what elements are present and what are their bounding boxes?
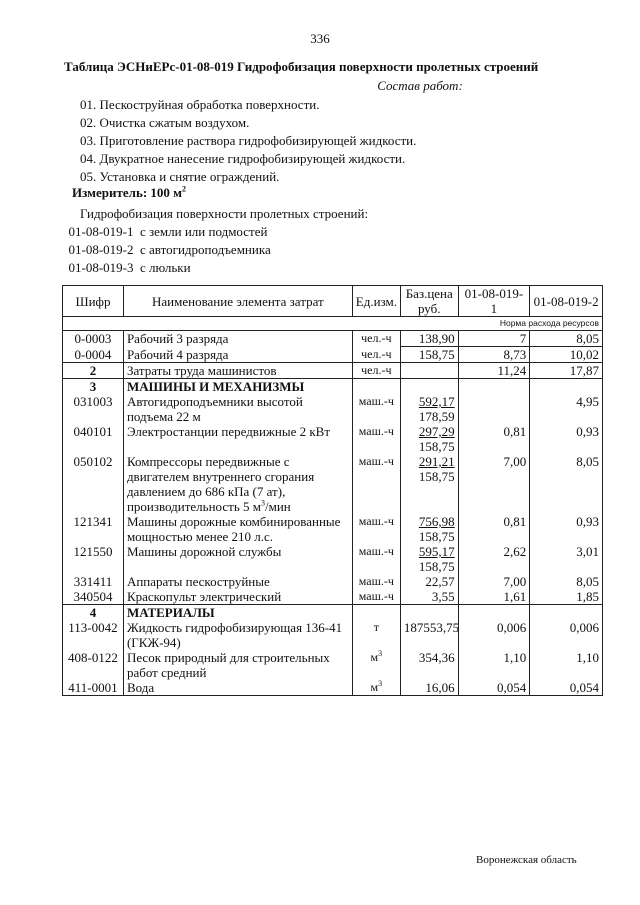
cell-name [123, 424, 352, 454]
cell-variant-1 [458, 379, 530, 395]
work-item: 01. Пескоструйная обработка поверхности. [80, 97, 320, 112]
cell-variant-2: 0,93 [530, 424, 603, 454]
price-value: 291,21 [418, 454, 455, 469]
cell-variant-2: 8,05 [530, 574, 603, 589]
cell-price [400, 620, 458, 650]
cell-unit [352, 394, 400, 424]
header-price: Баз.цена руб. [400, 286, 458, 317]
variant-label: с автогидроподъемника [140, 242, 271, 257]
cell-variant-1: 7,00 [458, 454, 530, 514]
cell-variant-2: 17,87 [530, 363, 603, 379]
work-item: 04. Двукратное нанесение гидрофобизирующей жидкости. [80, 151, 406, 166]
name-text: Жидкость гидрофобизирующая 136-41 (ГКЖ-94) [126, 620, 343, 650]
cell-code: 2 [63, 363, 124, 379]
name-text: Затраты труда машинистов [126, 363, 277, 378]
cell-unit [352, 424, 400, 454]
table-row [63, 394, 603, 424]
cell-unit [352, 331, 400, 347]
cell-name [123, 620, 352, 650]
variant-item [62, 260, 191, 276]
unit-text: чел.-ч [361, 346, 392, 361]
variant-item [62, 224, 267, 240]
name-text: Машины дорожные комбинированные мощностью менее 210 л.с. [126, 514, 341, 544]
cell-variant-1 [458, 394, 530, 424]
cell-variant-1: 11,24 [458, 363, 530, 379]
price-value: 187553,75 [403, 620, 460, 635]
unit-text: м [370, 680, 379, 694]
norma-row [63, 317, 603, 331]
cell-code: 411-0001 [63, 680, 124, 696]
variant-item [62, 242, 271, 258]
unit-sup: 3 [378, 679, 383, 688]
cell-price [400, 394, 458, 424]
cell-name [123, 394, 352, 424]
cell-variant-2: 1,85 [530, 589, 603, 605]
price-value: 16,06 [425, 680, 455, 695]
cell-name [123, 680, 352, 696]
cell-name [123, 650, 352, 680]
name-text: Песок природный для строительных работ средний [126, 650, 330, 680]
unit-text: маш.-ч [358, 544, 394, 558]
table-row [63, 589, 603, 605]
unit-text: м [370, 650, 379, 664]
cell-code: 340504 [63, 589, 124, 605]
name-text: Вода [126, 680, 155, 695]
cell-price [400, 514, 458, 544]
header-code: Шифр [63, 286, 124, 317]
cell-variant-2 [530, 605, 603, 621]
cell-code: 4 [63, 605, 124, 621]
cell-code: 050102 [63, 454, 124, 514]
cell-price [400, 589, 458, 605]
cell-variant-2: 4,95 [530, 394, 603, 424]
price-value: 592,17 [418, 394, 455, 409]
cell-price [400, 331, 458, 347]
cell-code: 3 [63, 379, 124, 395]
cell-code: 040101 [63, 424, 124, 454]
price-value: 3,55 [431, 589, 455, 604]
footer-region: Воронежская область [476, 854, 577, 866]
cell-code: 113-0042 [63, 620, 124, 650]
norma-label: Норма расхода ресурсов [63, 317, 603, 331]
price-value: 354,36 [418, 650, 455, 665]
price-secondary: 158,75 [418, 529, 455, 544]
cell-unit [352, 574, 400, 589]
cell-variant-2: 3,01 [530, 544, 603, 574]
resource-table [62, 285, 603, 696]
price-secondary: 158,75 [418, 469, 455, 484]
cell-variant-1: 0,81 [458, 424, 530, 454]
unit-text: чел.-ч [361, 363, 392, 377]
variant-code: 01-08-019-1 [68, 224, 134, 239]
unit-text: маш.-ч [358, 394, 394, 408]
cell-variant-1: 8,73 [458, 347, 530, 363]
name-text: Рабочий 3 разряда [126, 331, 229, 346]
cell-variant-2: 8,05 [530, 331, 603, 347]
price-value: 138,90 [418, 331, 455, 346]
name-text: МАШИНЫ И МЕХАНИЗМЫ [126, 379, 305, 394]
cell-price [400, 379, 458, 395]
cell-unit [352, 650, 400, 680]
price-value: 22,57 [425, 574, 455, 589]
name-text: Машины дорожной службы [126, 544, 282, 559]
cell-name [123, 589, 352, 605]
cell-unit [352, 379, 400, 395]
header-variant-2: 01-08-019-2 [530, 286, 603, 317]
cell-price [400, 347, 458, 363]
name-text: МАТЕРИАЛЫ [126, 605, 215, 620]
name-text: Рабочий 4 разряда [126, 346, 229, 362]
cell-unit [352, 347, 400, 363]
name-text: Электростанции передвижные 2 кВт [126, 424, 331, 439]
cell-name [123, 454, 352, 514]
cell-variant-1: 0,81 [458, 514, 530, 544]
variant-code: 01-08-019-2 [68, 242, 134, 257]
table-group-row [63, 379, 603, 395]
cell-name [123, 363, 352, 379]
works-heading: Состав работ: [377, 78, 463, 93]
work-item: 05. Установка и снятие ограждений. [80, 169, 280, 184]
cell-name [123, 379, 352, 395]
cell-variant-1: 0,006 [458, 620, 530, 650]
table-title: Таблица ЭСНиЕРс-01-08-019 Гидрофобизация поверхности пролетных строений [64, 59, 539, 74]
name-tail: /мин [265, 499, 291, 514]
price-value: 297,29 [418, 424, 455, 439]
name-text: Автогидроподъемники высотой подъема 22 м [126, 394, 303, 424]
cell-variant-1: 0,054 [458, 680, 530, 696]
table-row [63, 424, 603, 454]
cell-code: 0-0003 [63, 331, 124, 347]
name-text: Аппараты пескоструйные [126, 574, 270, 589]
header-variant-1: 01-08-019-1 [458, 286, 530, 317]
cell-price [400, 363, 458, 379]
unit-text: чел.-ч [361, 331, 392, 345]
unit-sup: 3 [378, 649, 383, 658]
table-row [63, 347, 603, 363]
header-name: Наименование элемента затрат [123, 286, 352, 317]
unit-text: маш.-ч [358, 589, 394, 603]
price-secondary: 158,75 [418, 559, 455, 574]
cell-price [400, 650, 458, 680]
cell-variant-1: 1,61 [458, 589, 530, 605]
cell-name [123, 347, 352, 363]
variant-intro: Гидрофобизация поверхности пролетных строений: [80, 206, 369, 221]
table-row [63, 544, 603, 574]
cell-code: 0-0004 [63, 347, 124, 363]
cell-unit [352, 454, 400, 514]
variant-code: 01-08-019-3 [68, 260, 134, 275]
cell-variant-1: 2,62 [458, 544, 530, 574]
table-row [63, 680, 603, 696]
name-text: Компрессоры передвижные с двигателем внутреннего сгорания давлением до 686 кПа (7 ат), производительность 5 м [126, 454, 315, 514]
cell-price [400, 454, 458, 514]
cell-variant-1: 7,00 [458, 574, 530, 589]
cell-variant-2: 0,054 [530, 680, 603, 696]
cell-name [123, 331, 352, 347]
cell-variant-2 [530, 379, 603, 395]
table-row [63, 331, 603, 347]
table-row [63, 650, 603, 680]
cell-code: 331411 [63, 574, 124, 589]
work-item: 02. Очистка сжатым воздухом. [80, 115, 250, 130]
variant-label: с земли или подмостей [140, 224, 268, 239]
unit-text: маш.-ч [358, 514, 394, 528]
cell-name [123, 574, 352, 589]
cell-variant-1: 7 [458, 331, 530, 347]
unit-text: маш.-ч [358, 574, 394, 588]
page-number: 336 [310, 31, 330, 46]
cell-variant-1: 1,10 [458, 650, 530, 680]
cell-unit [352, 363, 400, 379]
cell-code: 121550 [63, 544, 124, 574]
table-row [63, 454, 603, 514]
cell-price [400, 680, 458, 696]
cell-variant-2: 0,93 [530, 514, 603, 544]
table-row [63, 620, 603, 650]
cell-code: 408-0122 [63, 650, 124, 680]
cell-code: 031003 [63, 394, 124, 424]
cell-price [400, 544, 458, 574]
cell-unit [352, 514, 400, 544]
price-value: 595,17 [418, 544, 455, 559]
unit-text: маш.-ч [358, 454, 394, 468]
price-secondary: 158,75 [418, 439, 455, 454]
variant-label: с люльки [140, 260, 191, 275]
unit-text: маш.-ч [358, 424, 394, 438]
cell-variant-2: 0,006 [530, 620, 603, 650]
table-row [63, 574, 603, 589]
measure-unit [72, 185, 186, 201]
name-text: Краскопульт электрический [126, 589, 282, 604]
work-item: 03. Приготовление раствора гидрофобизирующей жидкости. [80, 133, 417, 148]
cell-variant-2: 8,05 [530, 454, 603, 514]
cell-unit [352, 605, 400, 621]
cell-code: 121341 [63, 514, 124, 544]
measure-sup: 2 [182, 184, 187, 194]
measure-label: Измеритель: 100 м [72, 185, 183, 200]
name-sup: 3 [261, 498, 265, 508]
table-header-row [63, 286, 603, 317]
cell-unit [352, 589, 400, 605]
cell-name [123, 514, 352, 544]
table-group-row [63, 605, 603, 621]
cell-variant-1 [458, 605, 530, 621]
cell-price [400, 424, 458, 454]
cell-variant-2: 1,10 [530, 650, 603, 680]
price-value: 158,75 [418, 347, 455, 362]
cell-name [123, 544, 352, 574]
cell-price [400, 605, 458, 621]
cell-variant-2: 10,02 [530, 347, 603, 363]
cell-price [400, 574, 458, 589]
cell-unit [352, 544, 400, 574]
cell-unit [352, 680, 400, 696]
unit-text: т [373, 620, 379, 634]
price-value: 756,98 [418, 514, 455, 529]
price-secondary: 178,59 [418, 409, 455, 424]
cell-unit [352, 620, 400, 650]
table-row [63, 514, 603, 544]
header-unit: Ед.изм. [352, 286, 400, 317]
table-sum-row [63, 363, 603, 379]
cell-name [123, 605, 352, 621]
